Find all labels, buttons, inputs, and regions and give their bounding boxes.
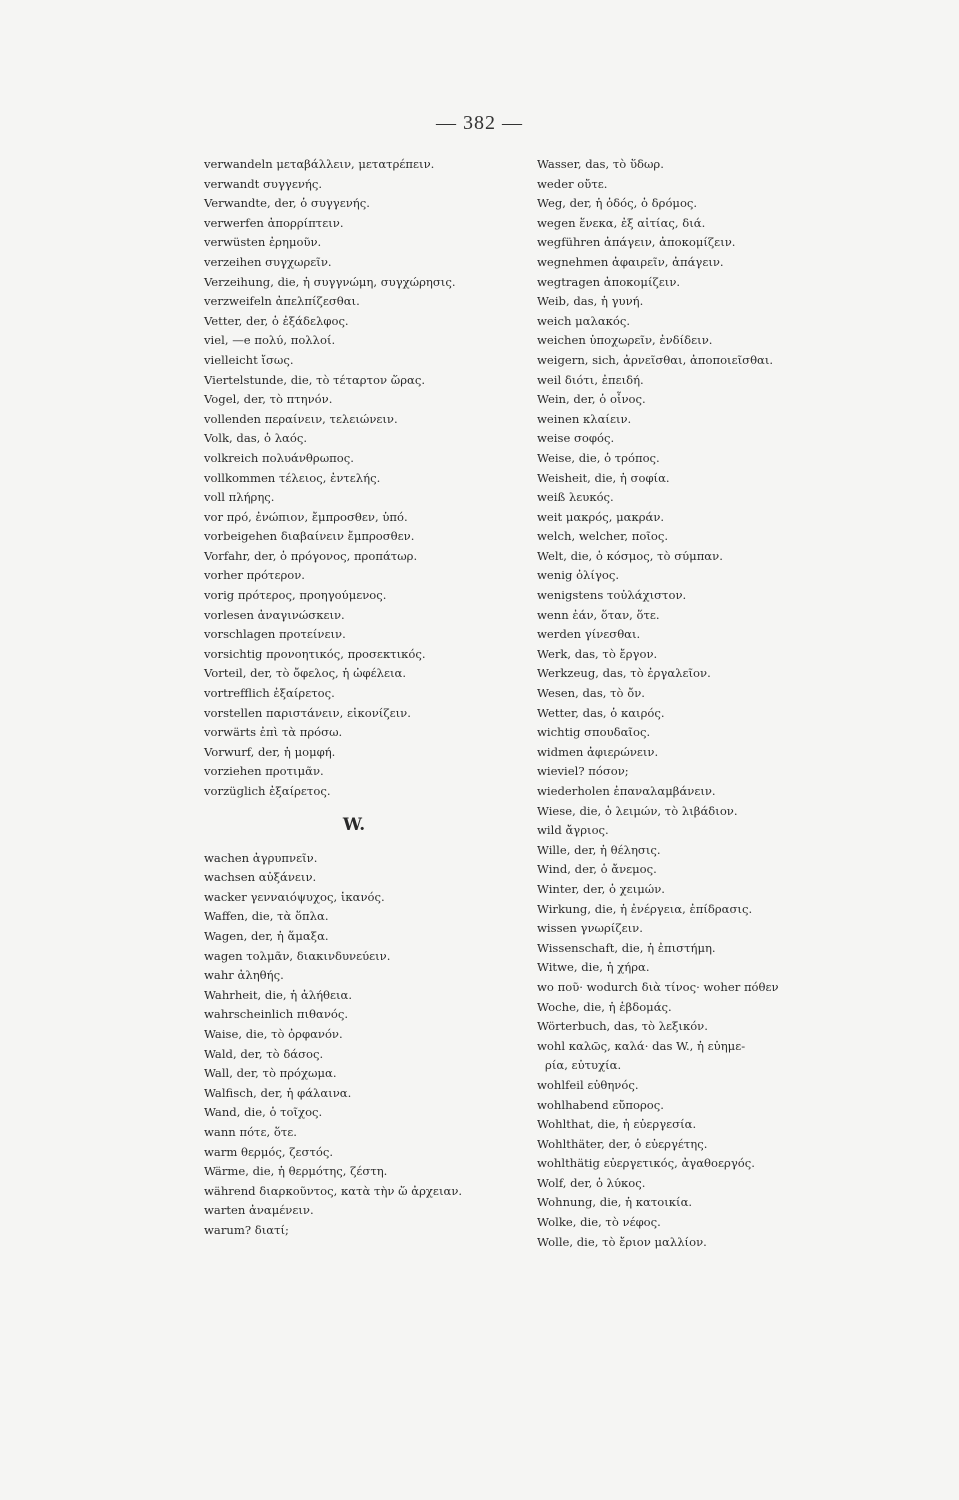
dictionary-entry: Volk, das, ὁ λαός.	[204, 431, 308, 446]
dictionary-entry: vorziehen προτιμᾶν.	[204, 764, 324, 779]
dictionary-entry: Wetter, das, ὁ καιρός.	[537, 705, 665, 720]
dictionary-entry: wenn ἐάν, ὅταν, ὅτε.	[537, 607, 660, 622]
dictionary-entry: voll πλήρης.	[204, 490, 275, 505]
dictionary-entry: Wolle, die, τὸ ἔριον μαλλίον.	[537, 1234, 707, 1249]
dictionary-entry: widmen ἀφιερώνειν.	[537, 744, 659, 759]
dictionary-entry: verzweifeln ἀπελπίζεσθαι.	[204, 294, 360, 309]
dictionary-entry: vorzüglich ἐξαίρετος.	[204, 784, 331, 798]
dictionary-entry: Wissenschaft, die, ἡ ἐπιστήμη.	[537, 940, 716, 955]
dictionary-entry: Wesen, das, τὸ ὄν.	[537, 686, 645, 701]
dictionary-entry: vorlesen ἀναγινώσκειν.	[204, 607, 345, 622]
dictionary-entry: Wein, der, ὁ οἶνος.	[537, 392, 646, 407]
dictionary-entry: Vetter, der, ὁ ἐξάδελφος.	[204, 313, 349, 328]
dictionary-entry: wohlthätig εὐεργετικός, ἀγαθοεργός.	[537, 1156, 755, 1171]
dictionary-entry: Weib, das, ἡ γυνή.	[537, 294, 644, 309]
dictionary-entry: warten ἀναμένειν.	[204, 1203, 314, 1218]
dictionary-entry: Wald, der, τὸ δάσος.	[204, 1046, 324, 1061]
dictionary-entry: Vorteil, der, τὸ ὄφελος, ἡ ὠφέλεια.	[204, 666, 407, 681]
dictionary-entry: Verzeihung, die, ἡ συγγνώμη, συγχώρησις.	[204, 274, 456, 289]
dictionary-entry: Wand, die, ὁ τοῖχος.	[204, 1105, 323, 1120]
dictionary-entry: Witwe, die, ἡ χήρα.	[537, 960, 650, 975]
dictionary-entry: weinen κλαίειν.	[537, 411, 632, 426]
dictionary-entry: Werkzeug, das, τὸ ἐργαλεῖον.	[537, 666, 711, 681]
dictionary-entry: verwerfen ἀπορρίπτειν.	[204, 215, 344, 230]
dictionary-entry: Wiese, die, ὁ λειμών, τὸ λιβάδιον.	[537, 803, 738, 818]
dictionary-entry: vorher πρότερον.	[204, 568, 305, 583]
dictionary-entry: vollenden περαίνειν, τελειώνειν.	[204, 411, 398, 426]
dictionary-entry: Wärme, die, ἡ θερμότης, ζέστη.	[204, 1164, 388, 1179]
dictionary-entry: Welt, die, ὁ κόσμος, τὸ σύμπαν.	[537, 548, 723, 563]
dictionary-entry: warum? διατί;	[204, 1222, 289, 1237]
dictionary-entry: volkreich πολυάνθρωπος.	[204, 450, 354, 465]
left-column	[204, 155, 504, 1240]
dictionary-entry: Wasser, das, τὸ ὕδωρ.	[537, 157, 664, 171]
dictionary-entry: wohlhabend εὔπορος.	[537, 1097, 664, 1112]
dictionary-entry: Wolke, die, τὸ νέφος.	[537, 1215, 661, 1230]
dictionary-entry: vorsichtig προνοητικός, προσεκτικός.	[204, 646, 426, 661]
dictionary-entry: Viertelstunde, die, τὸ τέταρτον ὥρας.	[204, 372, 426, 387]
dictionary-entry: Wolf, der, ὁ λύκος.	[537, 1175, 646, 1190]
dictionary-entry: wagen τολμᾶν, διακινδυνεύειν.	[204, 948, 391, 963]
dictionary-entry: Verwandte, der, ὁ συγγενής.	[204, 196, 370, 211]
dictionary-entry: wegnehmen ἀφαιρεῖν, ἀπάγειν.	[537, 254, 724, 269]
right-column	[537, 155, 867, 1252]
dictionary-entry: wenigstens τοὐλάχιστον.	[537, 588, 687, 603]
dictionary-entry: Wohlthäter, der, ὁ εὐεργέτης.	[537, 1136, 708, 1151]
dictionary-entry: Weise, die, ὁ τρόπος.	[537, 450, 660, 465]
dictionary-entry: Werk, das, τὸ ἔργον.	[537, 646, 658, 661]
dictionary-entry: weiß λευκός.	[537, 490, 614, 505]
dictionary-entry: wissen γνωρίζειν.	[537, 921, 643, 936]
dictionary-entry: wohlfeil εὐθηνός.	[537, 1077, 639, 1092]
dictionary-entry: Winter, der, ὁ χειμών.	[537, 881, 665, 896]
dictionary-entry: Wagen, der, ἡ ἅμαξα.	[204, 928, 329, 943]
dictionary-entry: Wahrheit, die, ἡ ἀλήθεια.	[204, 987, 353, 1002]
dictionary-entry: wohl καλῶς, καλά· das W., ἡ εὐημε-	[537, 1038, 746, 1053]
dictionary-entry: wann πότε, ὅτε.	[204, 1124, 297, 1139]
dictionary-entry: weigern, sich, ἀρνεῖσθαι, ἀποποιεῖσθαι.	[537, 352, 774, 367]
dictionary-entry: vorstellen παριστάνειν, εἰκονίζειν.	[204, 705, 411, 720]
dictionary-entry: weder οὔτε.	[537, 176, 608, 191]
dictionary-entry: vorig πρότερος, προηγούμενος.	[204, 588, 387, 603]
dictionary-entry: ρία, εὐτυχία.	[545, 1058, 622, 1073]
dictionary-entry: Wohlthat, die, ἡ εὐεργεσία.	[537, 1117, 697, 1132]
dictionary-entry: weich μαλακός.	[537, 313, 631, 328]
dictionary-entry: vorschlagen προτείνειν.	[204, 627, 346, 642]
dictionary-entry: werden γίνεσθαι.	[537, 627, 641, 642]
dictionary-entry: weise σοφός.	[537, 431, 615, 446]
dictionary-entry: weit μακρός, μακράν.	[537, 509, 665, 524]
dictionary-entry: wieviel? πόσον;	[537, 764, 629, 779]
dictionary-entry: Wille, der, ἡ θέλησις.	[537, 842, 661, 857]
dictionary-entry: wenig ὀλίγος.	[537, 568, 620, 583]
dictionary-entry: wiederholen ἐπαναλαμβάνειν.	[537, 784, 716, 798]
dictionary-entry: Vogel, der, τὸ πτηνόν.	[204, 392, 333, 407]
dictionary-entry: weil διότι, ἐπειδή.	[537, 372, 644, 387]
dictionary-entry: vorwärts ἐπὶ τὰ πρόσω.	[204, 725, 343, 740]
dictionary-entry: Wirkung, die, ἡ ἐνέργεια, ἐπίδρασις.	[537, 901, 753, 916]
page-number: — 382 —	[436, 112, 523, 134]
entries-v	[204, 155, 504, 802]
dictionary-entry: wichtig σπουδαῖος.	[537, 725, 651, 740]
dictionary-entry: Walfisch, der, ἡ φάλαινα.	[204, 1085, 352, 1100]
dictionary-entry: Waise, die, τὸ ὀρφανόν.	[204, 1026, 343, 1041]
dictionary-entry: vollkommen τέλειος, ἐντελής.	[204, 470, 381, 485]
dictionary-entry: Wall, der, τὸ πρόχωμα.	[204, 1066, 337, 1081]
dictionary-entry: Wohnung, die, ἡ κατοικία.	[537, 1195, 693, 1210]
dictionary-entry: wachen ἀγρυπνεῖν.	[204, 850, 318, 865]
dictionary-entry: verzeihen συγχωρεῖν.	[204, 254, 332, 269]
dictionary-entry: weichen ὑποχωρεῖν, ἐνδίδειν.	[537, 333, 713, 348]
dictionary-entry: welch, welcher, ποῖος.	[537, 529, 669, 544]
dictionary-entry: Weisheit, die, ἡ σοφία.	[537, 470, 670, 485]
dictionary-entry: vielleicht ἴσως.	[204, 352, 294, 367]
dictionary-entry: warm θερμός, ζεστός.	[204, 1144, 334, 1159]
dictionary-entry: Woche, die, ἡ ἑβδομάς.	[537, 999, 672, 1014]
dictionary-entry: Vorfahr, der, ὁ πρόγονος, προπάτωρ.	[204, 548, 418, 563]
dictionary-entry: vortrefflich ἐξαίρετος.	[204, 686, 335, 701]
dictionary-entry: vorbeigehen διαβαίνειν ἔμπροσθεν.	[204, 529, 415, 544]
dictionary-entry: wegen ἕνεκα, ἐξ αἰτίας, διά.	[537, 215, 706, 230]
dictionary-entry: verwandt συγγενής.	[204, 176, 323, 191]
dictionary-entry: verwandeln μεταβάλλειν, μετατρέπειν.	[204, 157, 435, 171]
dictionary-entry: wahr ἀληθής.	[204, 968, 284, 983]
dictionary-entry: vor πρό, ἐνώπιον, ἔμπροσθεν, ὑπό.	[204, 509, 408, 524]
dictionary-entry: wegführen ἀπάγειν, ἀποκομίζειν.	[537, 235, 736, 250]
dictionary-entry: verwüsten ἐρημοῦν.	[204, 235, 322, 250]
dictionary-entry: viel, —e πολύ, πολλοί.	[204, 333, 336, 348]
dictionary-entry: wahrscheinlich πιθανός.	[204, 1007, 349, 1022]
dictionary-entry: Weg, der, ἡ ὁδός, ὁ δρόμος.	[537, 196, 698, 211]
dictionary-entry: Wind, der, ὁ ἄνεμος.	[537, 862, 657, 877]
dictionary-entry: während διαρκοῦντος, κατὰ τὴν ὥ ἀρχειαν.	[204, 1183, 463, 1198]
dictionary-entry: wo ποῦ· wodurch διὰ τίνος· woher πόθεν	[537, 979, 779, 994]
dictionary-entry: wild ἄγριος.	[537, 823, 609, 838]
dictionary-entry: Vorwurf, der, ἡ μομφή.	[204, 744, 336, 759]
dictionary-entry: wacker γενναιόψυχος, ἱκανός.	[204, 889, 385, 904]
dictionary-entry: Waffen, die, τὰ ὅπλα.	[204, 909, 329, 924]
dictionary-entry: wegtragen ἀποκομίζειν.	[537, 274, 681, 289]
dictionary-entry: wachsen αὐξάνειν.	[204, 870, 317, 885]
dictionary-entry: Wörterbuch, das, τὸ λεξικόν.	[537, 1019, 708, 1034]
entries-w	[204, 849, 504, 1241]
section-letter: W.	[342, 814, 366, 835]
